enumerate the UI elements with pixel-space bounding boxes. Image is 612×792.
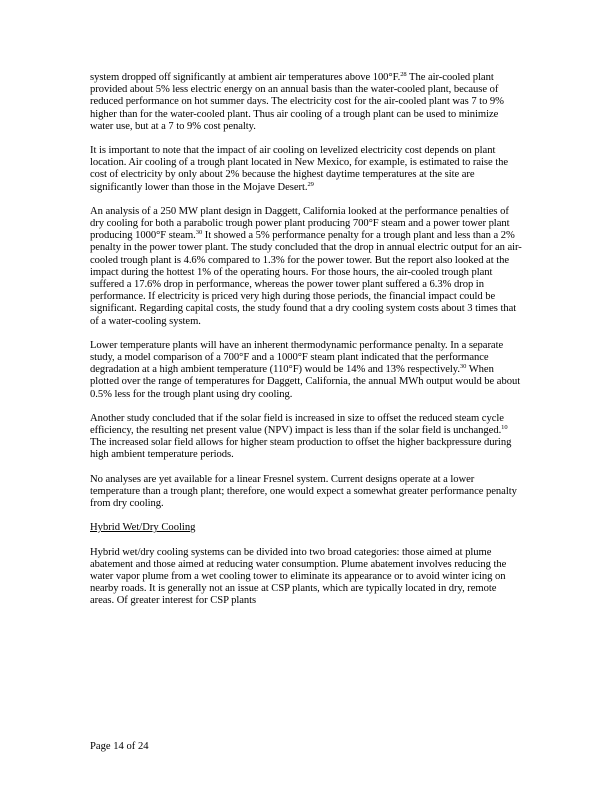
paragraph [90, 72, 522, 133]
document-page [90, 72, 522, 620]
paragraph-text: It showed a 5% performance penalty for a trough plant and less than a 2% penalty in the power tower plant. The study concluded that the drop in annual electric output for an air-cooled trough plant is 4.6% compared to 1.3% for the power tower. But the report also looked at the impact during the hottest 1% of the operating hours. For those hours, the air-cooled trough plant suffered a 17.6% drop in performance, whereas the power tower plant suffered a 6.3% drop in performance. If electricity is priced very high during those periods, the financial impact could be significant. Regarding capital costs, the study found that a dry cooling system costs about 3 times that of a water-cooling system. [90, 230, 522, 327]
paragraph-text: Lower temperature plants will have an inherent thermodynamic performance penalty. In a separate study, a model comparison of a 700°F and a 1000°F steam plant indicated that the performance degradation at a high ambient temperature (110°F) would be 14% and 13% respectively. [90, 339, 504, 376]
paragraph-text: The increased solar field allows for higher steam production to offset the higher backpressure during high ambient temperature periods. [90, 437, 512, 461]
paragraph-text: It is important to note that the impact of air cooling on levelized electricity cost depends on plant location. Air cooling of a trough plant located in New Mexico, for example, is estimated to raise the cost of electricity by only about 2% because the highest daytime temperatures at the site are significantly lower than those in the Mojave Desert. [90, 145, 508, 193]
footnote-reference: 30 [459, 363, 467, 371]
paragraph-text: system dropped off significantly at ambient air temperatures above 100°F. [90, 72, 401, 83]
page-number-footer: Page 14 of 24 [90, 741, 149, 752]
paragraph [90, 413, 522, 462]
paragraph-text: Another study concluded that if the solar field is increased in size to offset the reduced steam cycle efficiency, the resulting net present value (NPV) impact is less than if the solar field is unchanged. [90, 412, 504, 437]
paragraph [90, 474, 522, 511]
paragraph [90, 206, 522, 328]
paragraph-text: No analyses are yet available for a linear Fresnel system. Current designs operate at a lower temperature than a trough plant; therefore, one would expect a somewhat greater performance penalty from dry cooling. [90, 473, 517, 510]
section-heading: Hybrid Wet/Dry Cooling [90, 522, 196, 534]
body-paragraphs [90, 72, 522, 510]
paragraph-text: When plotted over the range of temperatures for Daggett, California, the annual MWh output would be about 0.5% less for the trough plant using dry cooling. [90, 364, 521, 400]
footnote-reference: 28 [400, 71, 407, 78]
footnote-reference: 10 [501, 424, 508, 432]
paragraph-text: An analysis of a 250 MW plant design in Daggett, California looked at the performance penalties of dry cooling for both a parabolic trough power plant producing 700°F steam and a power tower plant producing 1000°F steam. [90, 205, 510, 242]
paragraph [90, 340, 522, 401]
closing-paragraph: Hybrid wet/dry cooling systems can be divided into two broad categories: those aimed at plume abatement and those aimed at reducing water consumption. Plume abatement involves reducing the water vapor plume from a wet cooling tower to eliminate its appearance or to avoid winter icing on nearby roads. It is generally not an issue at CSP plants, which are typically located in dry, remote areas. Of greater interest for CSP plants [90, 546, 507, 607]
paragraph-text: The air-cooled plant provided about 5% less electric energy on an annual basis than the water-cooled plant, because of reduced performance on hot summer days. The electricity cost for the air-cooled plant was 7 to 9% higher than for the water-cooled plant. Thus air cooling of a trough plant can be used to minimize water use, but at a 7 to 9% cost penalty. [90, 72, 504, 132]
paragraph [90, 145, 522, 194]
footnote-reference: 29 [307, 180, 314, 188]
footnote-reference: 30 [195, 229, 203, 237]
